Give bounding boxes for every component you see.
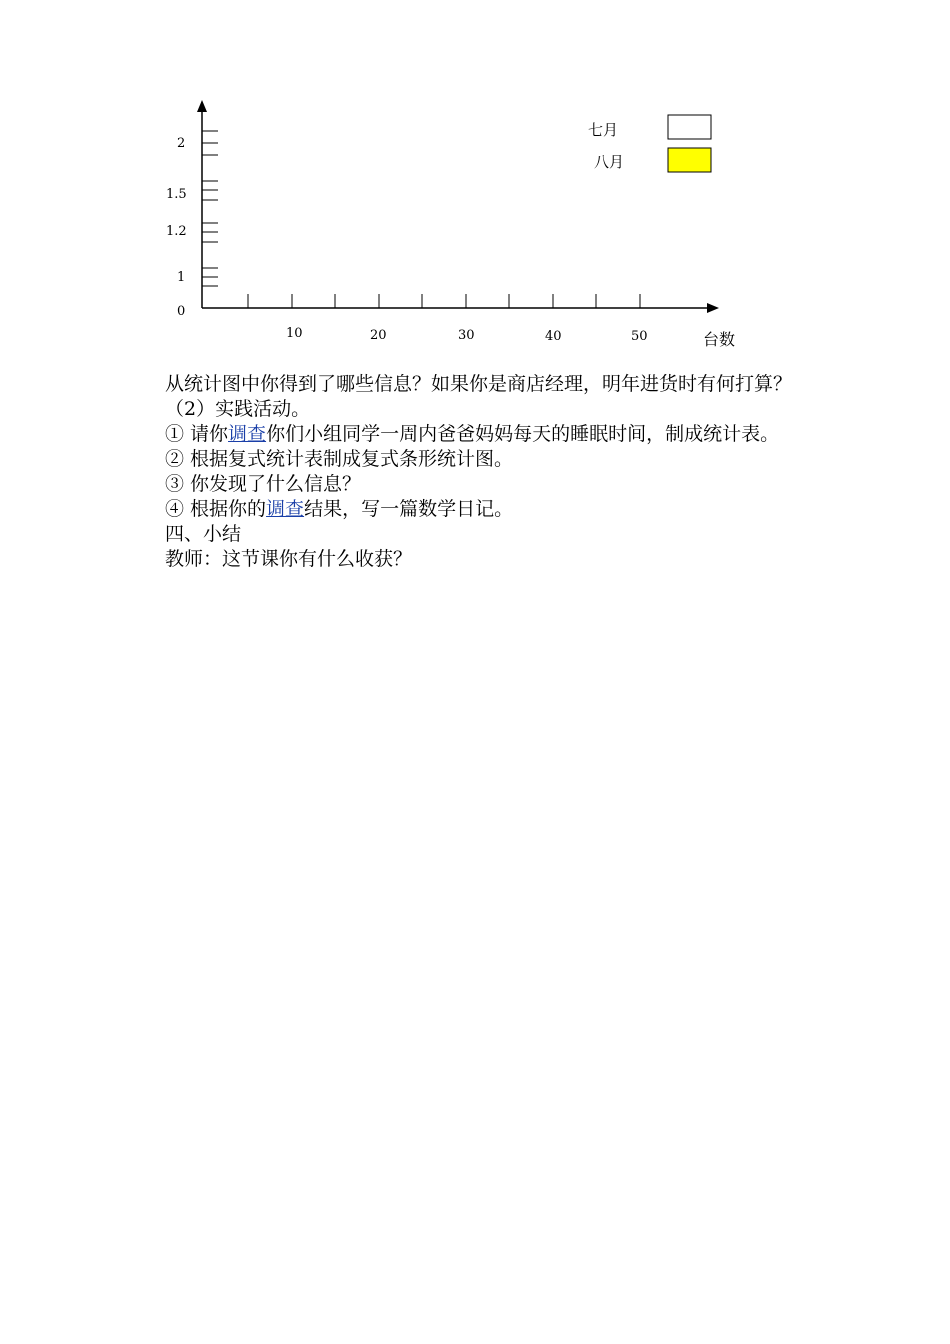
item4-prefix: ④ 根据你的 xyxy=(165,498,267,520)
x-tick-label: 30 xyxy=(458,328,475,343)
survey-link[interactable]: 调查 xyxy=(228,423,267,445)
y-tick-label: 1 xyxy=(177,270,186,285)
question-paragraph: 从统计图中你得到了哪些信息？如果你是商店经理，明年进货时有何打算？ xyxy=(165,373,793,395)
teacher-question: 教师：这节课你有什么收获？ xyxy=(165,548,413,570)
x-axis-label: 台数 xyxy=(703,330,736,349)
y-tick-label: 1.5 xyxy=(166,187,187,202)
x-tick-label: 10 xyxy=(286,326,303,341)
y-axis-arrow xyxy=(197,100,207,112)
legend-label-july: 七月 xyxy=(588,121,619,139)
y-tick-label: 2 xyxy=(177,136,186,151)
legend-swatch-july xyxy=(668,115,711,139)
item1-suffix: 你们小组同学一周内爸爸妈妈每天的睡眠时间，制成统计表。 xyxy=(266,423,780,445)
x-axis-arrow xyxy=(707,303,719,313)
summary-heading: 四、小结 xyxy=(165,523,242,545)
x-tick-label: 40 xyxy=(545,329,562,344)
activity-item-1 xyxy=(137,422,917,447)
item1-prefix: ① 请你 xyxy=(165,423,229,445)
lesson-text xyxy=(137,372,917,572)
activity-item-3: ③ 你发现了什么信息？ xyxy=(165,473,362,495)
x-tick-label: 50 xyxy=(631,329,648,344)
x-tick-label: 20 xyxy=(370,328,387,343)
legend-swatch-august xyxy=(668,148,711,172)
activity-item-4 xyxy=(137,497,917,522)
y-ticks xyxy=(202,131,218,286)
x-ticks xyxy=(248,294,640,308)
y-tick-label: 0 xyxy=(177,304,186,319)
activity-heading: （2）实践活动。 xyxy=(165,398,311,420)
survey-link[interactable]: 调查 xyxy=(266,498,305,520)
item4-suffix: 结果，写一篇数学日记。 xyxy=(304,498,514,520)
legend-label-august: 八月 xyxy=(594,153,625,171)
y-tick-label: 1.2 xyxy=(166,224,187,239)
legend xyxy=(588,115,711,172)
bar-chart xyxy=(0,0,950,360)
activity-item-2: ② 根据复式统计表制成复式条形统计图。 xyxy=(165,448,514,470)
